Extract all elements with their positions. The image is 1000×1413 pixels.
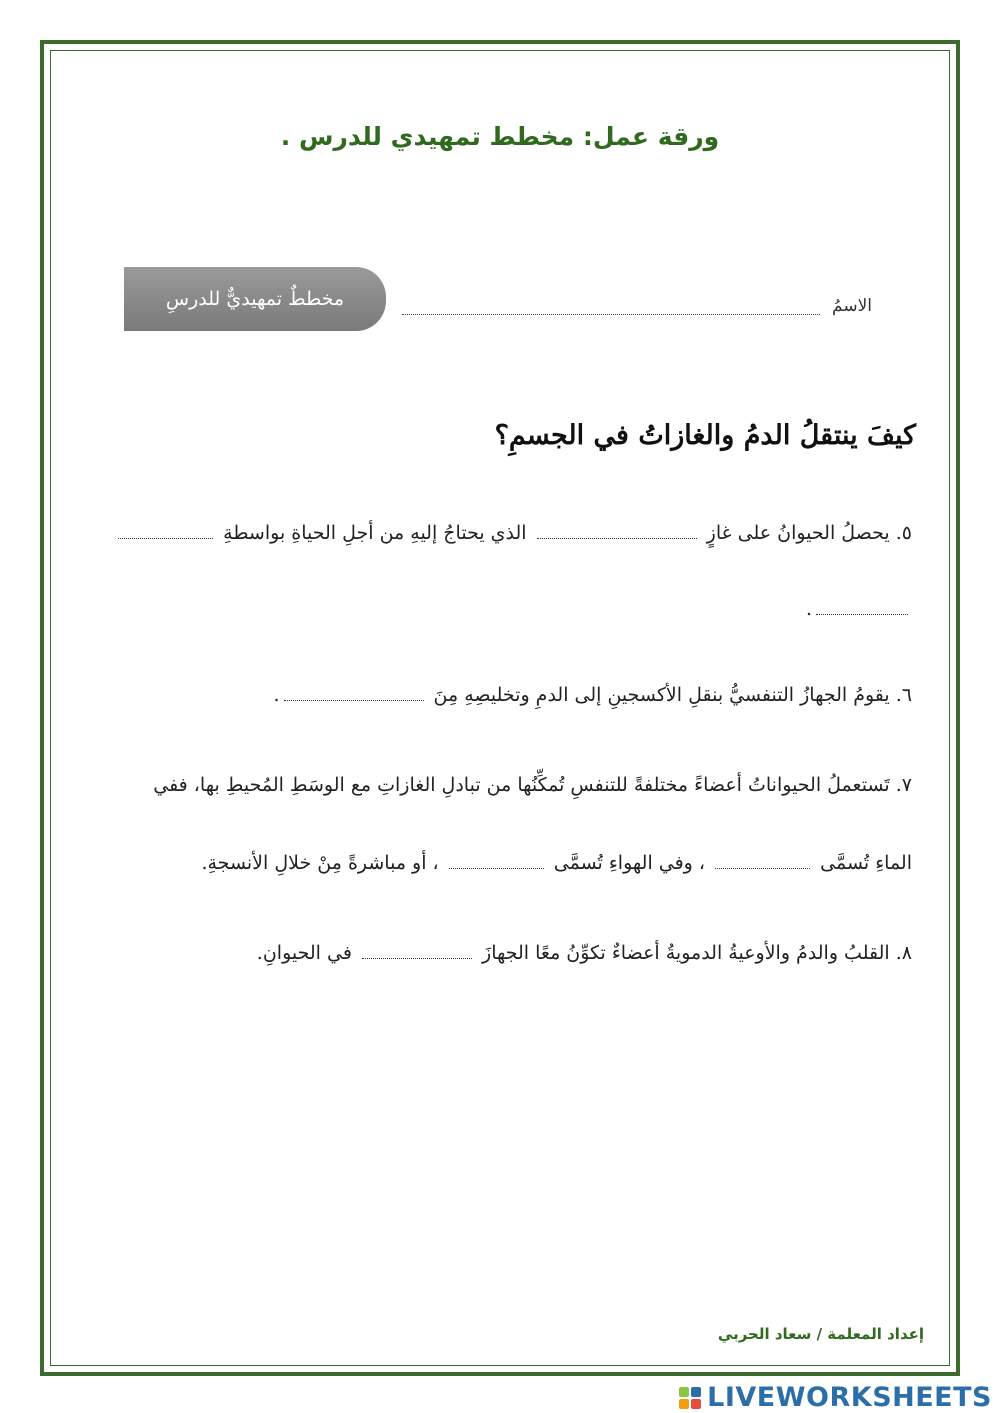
question-6 <box>273 684 912 706</box>
question-8-text-1: القلبُ والدمُ والأوعيةُ الدمويةُ أعضاءٌ تكوِّنُ معًا الجهازَ <box>482 942 890 964</box>
liveworksheets-logo-text: LIVEWORKSHEETS <box>707 1382 992 1413</box>
logo-square-4 <box>691 1399 701 1409</box>
question-7-text-1: الماءِ تُسمَّى <box>820 852 912 874</box>
question-7 <box>153 774 912 796</box>
liveworksheets-logo[interactable] <box>679 1382 992 1413</box>
question-5-number: ٥. <box>895 522 912 544</box>
question-5-blank-2-cont[interactable] <box>816 613 908 615</box>
section-heading: كيفَ ينتقلُ الدمُ والغازاتُ في الجسمِ؟ <box>494 420 916 451</box>
question-6-end: . <box>273 684 280 706</box>
question-7-line-2 <box>201 852 912 874</box>
question-7-text-3: ، أو مباشرةً مِنْ خلالِ الأنسجةِ. <box>201 852 439 874</box>
logo-square-2 <box>691 1387 701 1397</box>
question-5-continuation <box>806 598 912 620</box>
question-8-blank-1[interactable] <box>362 957 472 959</box>
question-5-text-1: يحصلُ الحيوانُ على غازٍ <box>706 522 890 544</box>
question-6-number: ٦. <box>895 684 912 706</box>
question-5-text-2: الذي يحتاجُ إليهِ من أجلِ الحياةِ بواسطةِ <box>223 522 527 544</box>
lesson-badge: مخططٌ تمهيديٌّ للدرسِ <box>124 267 386 331</box>
author-credit: إعداد المعلمة / سعاد الحربي <box>717 1325 924 1343</box>
question-7-blank-1[interactable] <box>715 867 810 869</box>
name-input-line[interactable] <box>402 314 820 315</box>
page-border-inner <box>50 50 950 1366</box>
name-label: الاسمُ <box>832 296 872 316</box>
question-5-end: . <box>805 598 812 620</box>
logo-square-3 <box>679 1399 689 1409</box>
worksheet-title: ورقة عمل: مخطط تمهيدي للدرس . <box>280 122 720 151</box>
question-5 <box>114 522 912 544</box>
question-8-text-2: في الحيوانِ. <box>256 942 352 964</box>
question-7-line-1: تَستعملُ الحيواناتُ أعضاءً مختلفةً للتنفسِ تُمكِّنُها من تبادلِ الغازاتِ مع الوسَطِ المُحيطِ بها، ففي <box>153 774 890 796</box>
question-6-blank-1[interactable] <box>284 699 424 701</box>
question-7-text-2: ، وفي الهواءِ تُسمَّى <box>553 852 706 874</box>
question-7-blank-2[interactable] <box>449 867 544 869</box>
question-5-blank-1[interactable] <box>537 537 697 539</box>
question-7-number: ٧. <box>895 774 912 796</box>
question-6-text-1: يقومُ الجهازُ التنفسيُّ بنقلِ الأكسجينِ إلى الدمِ وتخليصِهِ مِنَ <box>433 684 890 706</box>
question-8 <box>257 942 912 964</box>
question-8-number: ٨. <box>895 942 912 964</box>
question-5-blank-2[interactable] <box>118 537 213 539</box>
logo-square-1 <box>679 1387 689 1397</box>
liveworksheets-logo-icon <box>679 1387 701 1409</box>
